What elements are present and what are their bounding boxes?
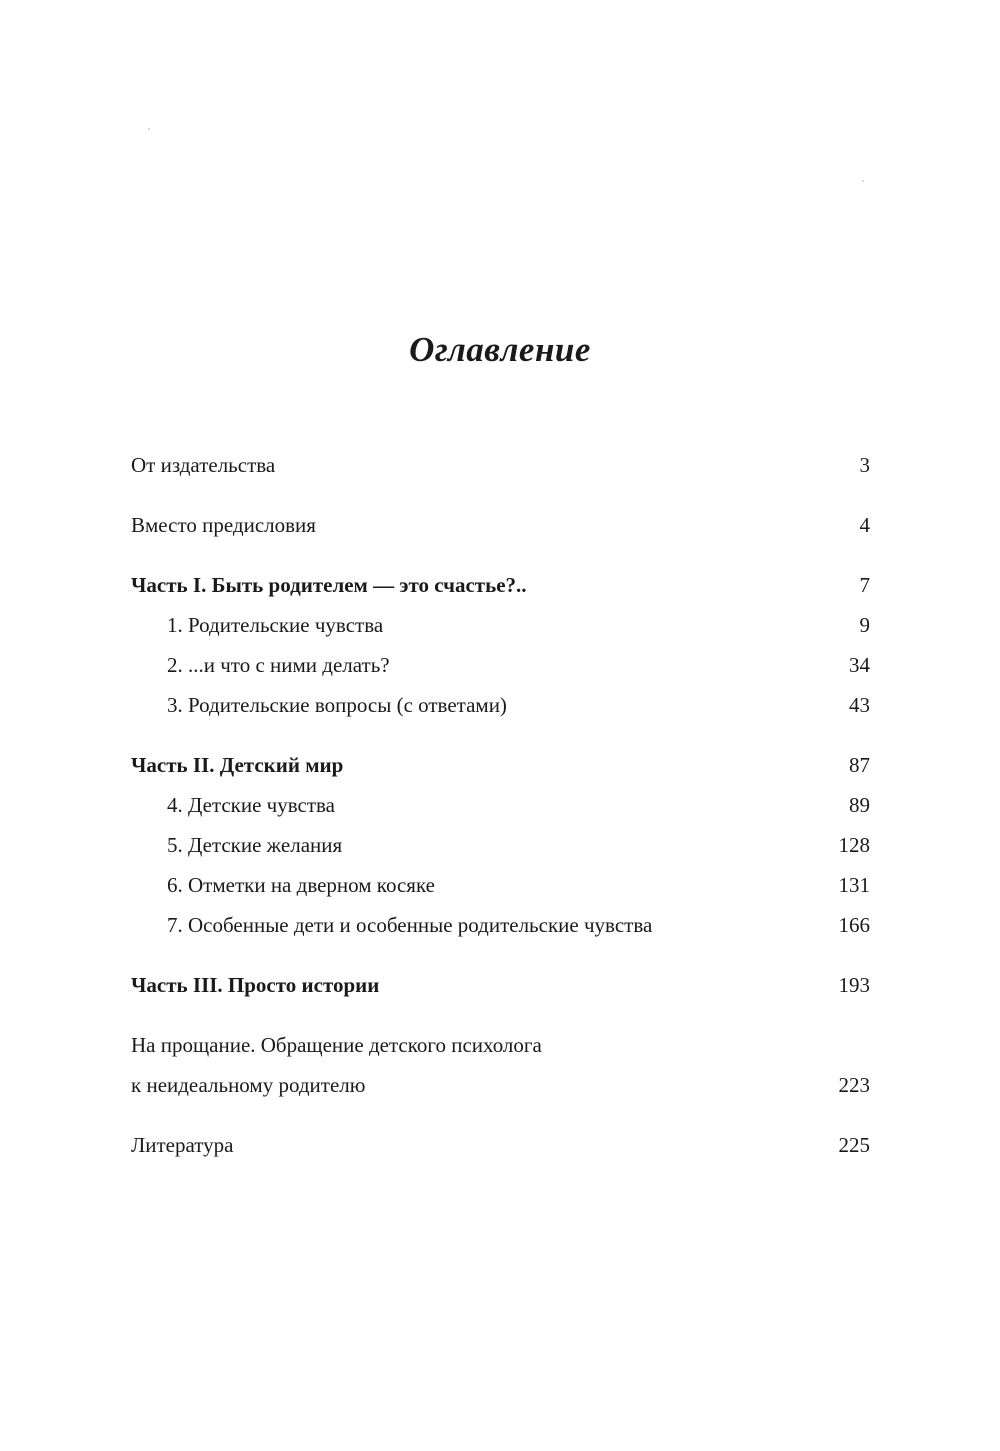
toc-entry-page: 4 bbox=[859, 513, 870, 537]
toc-chapter-entry[interactable] bbox=[131, 785, 870, 825]
toc-entry-label: 1. Родительские чувства bbox=[167, 613, 384, 637]
toc-entry-line2 bbox=[131, 1065, 870, 1105]
toc-chapter-entry[interactable] bbox=[131, 865, 870, 905]
toc-entry-page: 128 bbox=[838, 833, 870, 857]
dot-leader bbox=[337, 793, 847, 813]
toc-entry-label: 2. ...и что с ними делать? bbox=[167, 653, 390, 677]
toc-entry-page: 3 bbox=[859, 453, 870, 477]
toc-entry-page: 34 bbox=[849, 653, 870, 677]
toc-entry-label: Вместо предисловия bbox=[131, 513, 316, 537]
scan-speck bbox=[862, 180, 864, 182]
toc-part-entry[interactable] bbox=[131, 745, 870, 785]
toc-chapter-entry[interactable] bbox=[131, 645, 870, 685]
toc-entry-label: 3. Родительские вопросы (с ответами) bbox=[167, 693, 507, 717]
toc-entry[interactable] bbox=[131, 1125, 870, 1165]
toc-entry-label-line1: На прощание. Обращение детского психолога bbox=[131, 1033, 542, 1057]
toc-entry-page: 43 bbox=[849, 693, 870, 717]
toc-entry-page: 166 bbox=[838, 913, 870, 937]
dot-leader bbox=[318, 513, 858, 533]
toc-entry-page: 193 bbox=[838, 973, 870, 997]
toc-entry-page: 87 bbox=[849, 753, 870, 777]
toc-chapter-entry[interactable] bbox=[131, 825, 870, 865]
dot-leader bbox=[381, 973, 836, 993]
toc-chapter-entry[interactable] bbox=[131, 905, 870, 945]
toc-entry-label-line2: к неидеальному родителю bbox=[131, 1073, 366, 1097]
dot-leader bbox=[437, 873, 837, 893]
dot-leader bbox=[235, 1133, 836, 1153]
dot-leader bbox=[392, 653, 847, 673]
dot-leader bbox=[277, 453, 857, 473]
toc-entry-label: 7. Особенные дети и особенные родительские чувства bbox=[167, 913, 653, 937]
dot-leader bbox=[344, 833, 836, 853]
dot-leader bbox=[654, 913, 836, 933]
toc-entry[interactable] bbox=[131, 445, 870, 485]
toc-part-entry[interactable] bbox=[131, 565, 870, 605]
toc-entry-page: 9 bbox=[859, 613, 870, 637]
dot-leader bbox=[367, 1073, 836, 1093]
dot-leader bbox=[529, 573, 858, 593]
toc-chapter-entry[interactable] bbox=[131, 605, 870, 645]
toc-entry-label: От издательства bbox=[131, 453, 276, 477]
toc-entry-page: 223 bbox=[838, 1073, 870, 1097]
dot-leader bbox=[345, 753, 847, 773]
toc-entry[interactable] bbox=[131, 505, 870, 545]
dot-leader bbox=[509, 693, 847, 713]
toc-entry-label: 4. Детские чувства bbox=[167, 793, 335, 817]
toc-entry-label: 6. Отметки на дверном косяке bbox=[167, 873, 435, 897]
toc-entry-page: 7 bbox=[859, 573, 870, 597]
table-of-contents bbox=[131, 445, 870, 1165]
scan-speck bbox=[148, 128, 150, 130]
toc-entry-label: Часть II. Детский мир bbox=[131, 753, 344, 777]
dot-leader bbox=[385, 613, 857, 633]
toc-part-entry[interactable] bbox=[131, 965, 870, 1005]
toc-entry-label: Часть I. Быть родителем — это счастье?.. bbox=[131, 573, 527, 597]
toc-entry-label: 5. Детские желания bbox=[167, 833, 343, 857]
toc-multiline-entry[interactable] bbox=[131, 1025, 870, 1105]
toc-entry-page: 89 bbox=[849, 793, 870, 817]
toc-entry-label: Литература bbox=[131, 1133, 234, 1157]
toc-entry-page: 225 bbox=[838, 1133, 870, 1157]
toc-chapter-entry[interactable] bbox=[131, 685, 870, 725]
toc-entry-label: Часть III. Просто истории bbox=[131, 973, 380, 997]
page-title: Оглавление bbox=[409, 330, 591, 369]
toc-entry-page: 131 bbox=[838, 873, 870, 897]
